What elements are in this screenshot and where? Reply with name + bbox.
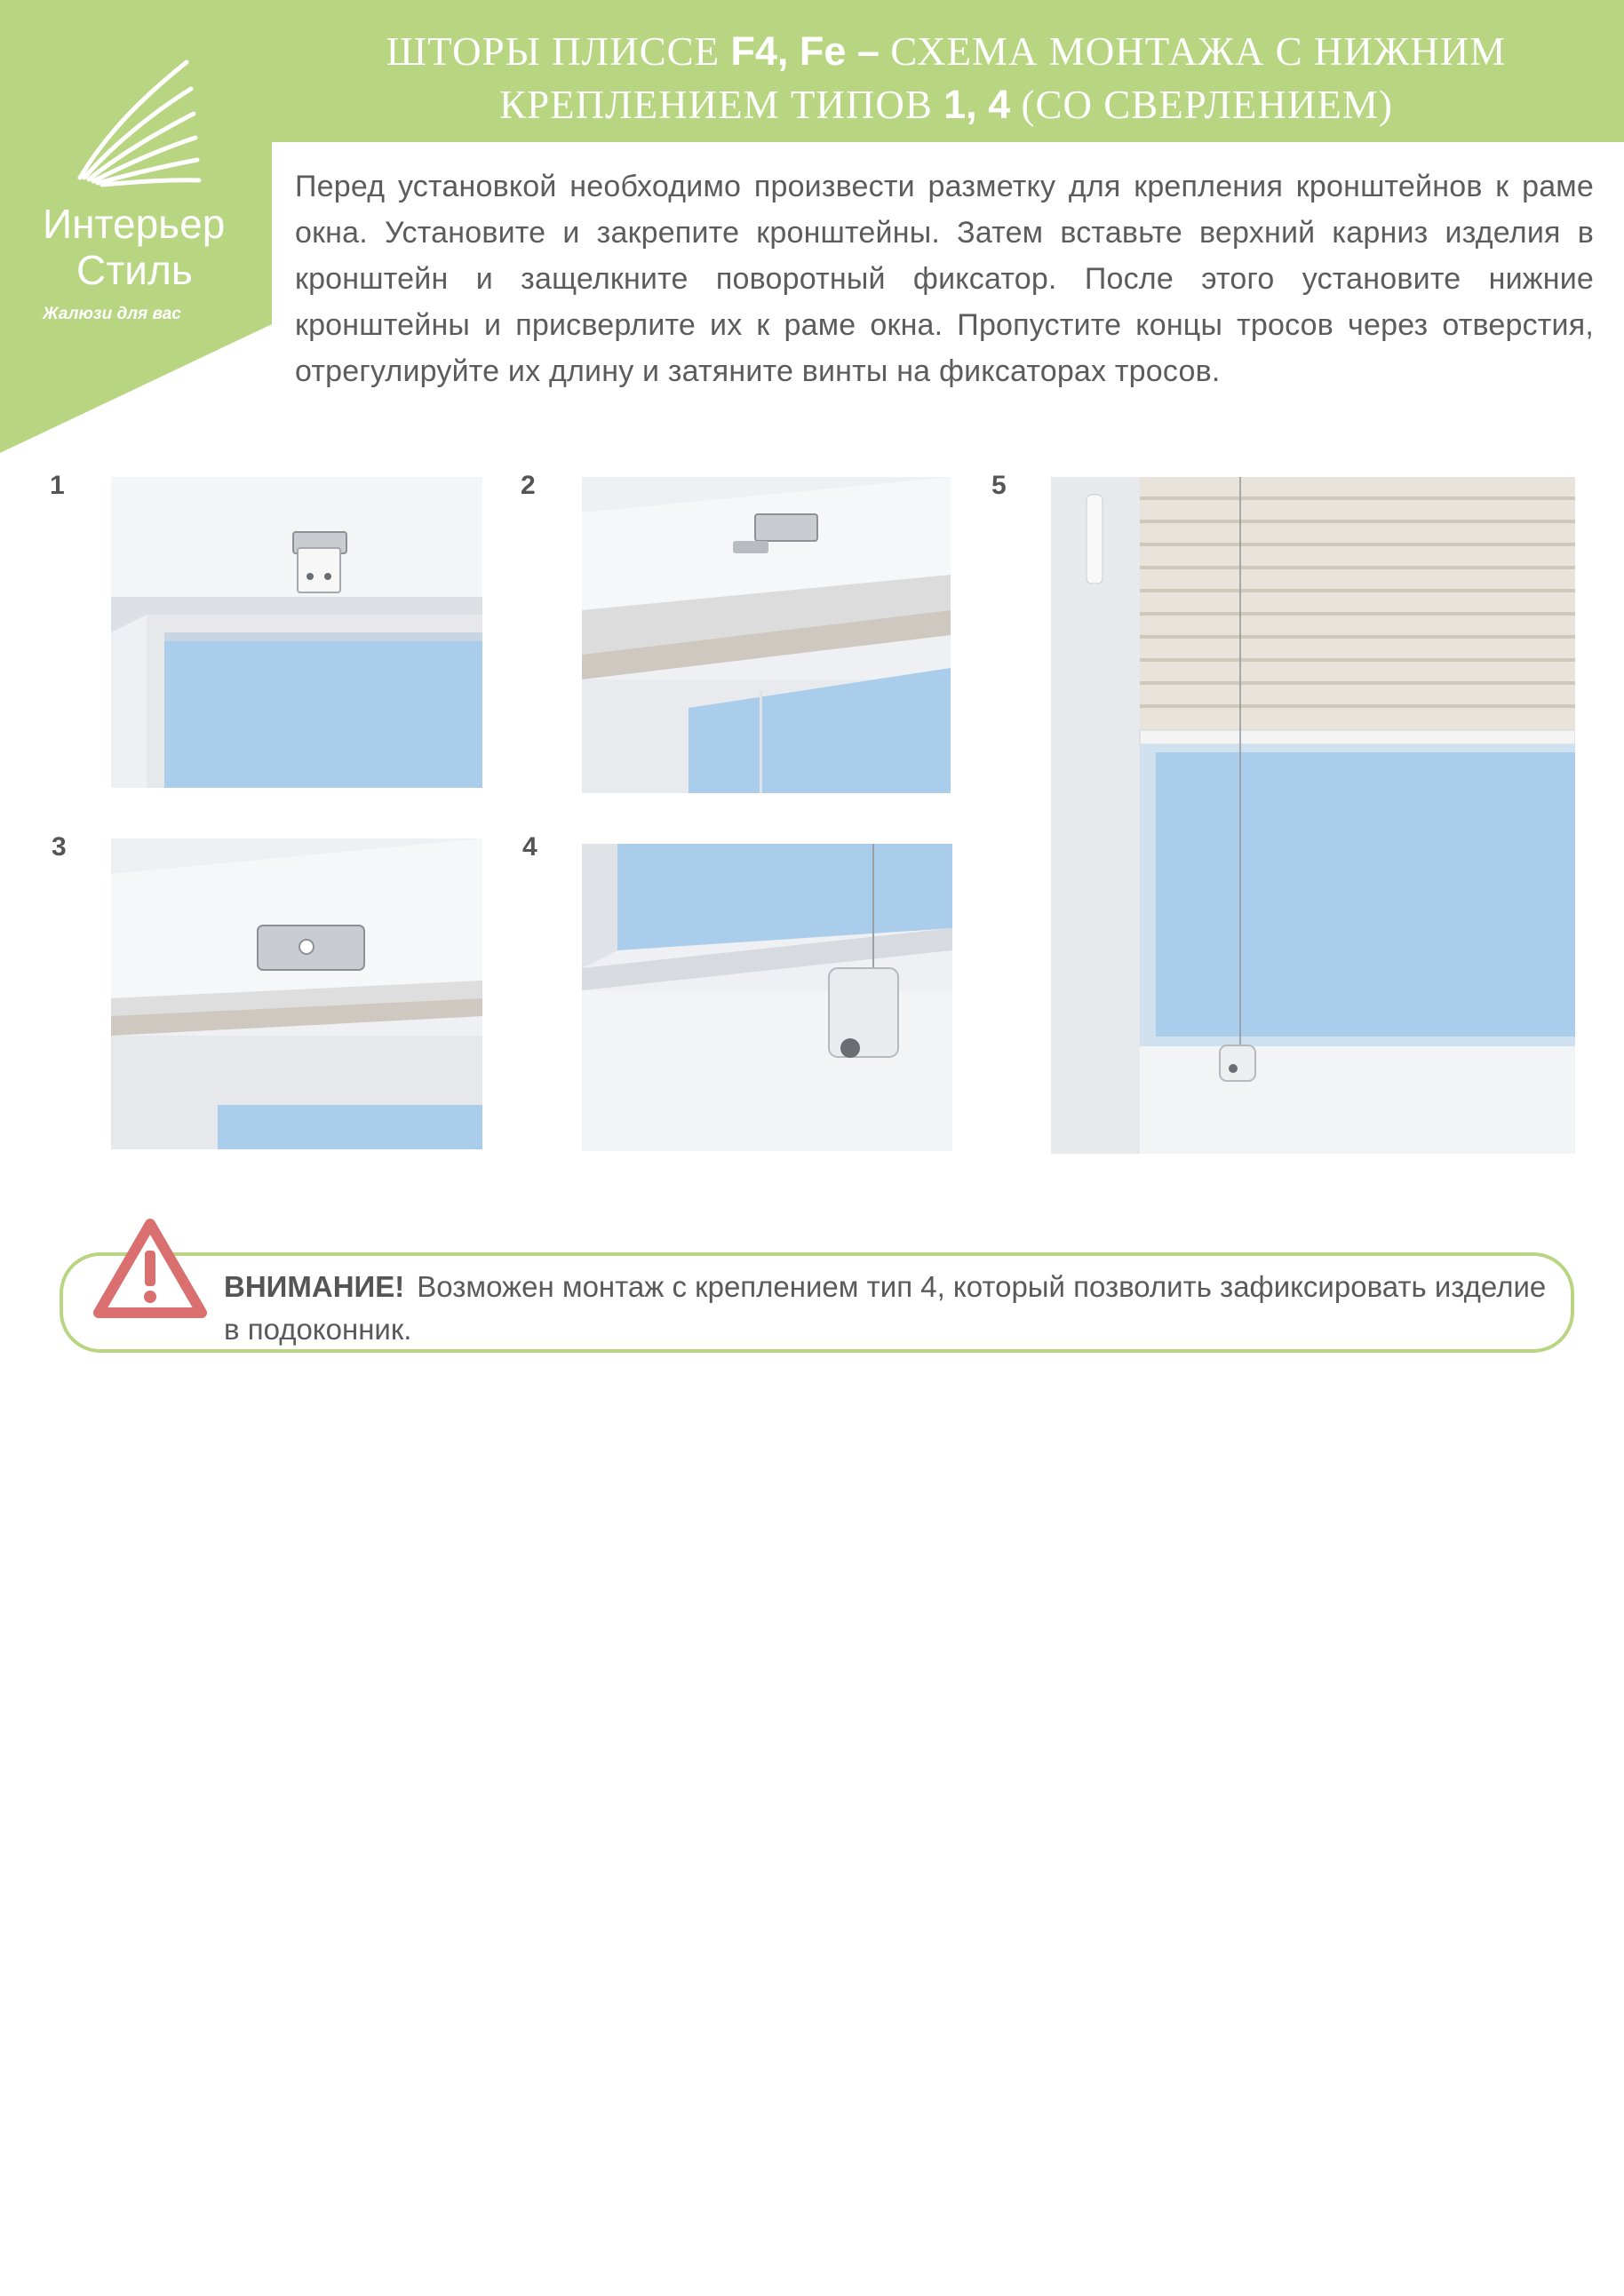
warning-triangle-icon <box>92 1217 209 1322</box>
installed-blind-photo <box>1051 477 1575 1154</box>
page-title: ШТОРЫ ПЛИССЕ F4, Fe – СХЕМА МОНТАЖА С НИЖНИМ КРЕПЛЕНИЕМ ТИПОВ 1, 4 (СО СВЕРЛЕНИЕМ) <box>386 28 1507 127</box>
warning-message: Возможен монтаж с креплением тип 4, который позволить зафиксировать изделие в подоконник. <box>224 1270 1547 1346</box>
bottom-bracket-photo <box>582 844 952 1151</box>
bracket-top-photo <box>111 477 482 788</box>
step-number-1: 1 <box>50 471 65 500</box>
logo-line2: Стиль <box>76 247 193 293</box>
step-number-4: 4 <box>522 832 537 862</box>
logo-tagline: Жалюзи для вас <box>43 305 181 323</box>
intro-paragraph: Перед установкой необходимо произвести разметку для крепления кронштейнов к раме окна. Установите и закрепите кронштейны. Затем вставьте верхний карниз изделия в кронштейн и защелкните поворотный фиксатор. После этого установите нижние кронштейны и присверлите их к раме окна. Пропустите концы тросов через отверстия, отрегулируйте их длину и затяните винты на фиксаторах тросов. <box>295 170 1594 388</box>
step-number-2: 2 <box>521 471 536 500</box>
step-number-5: 5 <box>991 471 1007 500</box>
warning-label: ВНИМАНИЕ! <box>224 1270 405 1303</box>
pleated-fabric <box>1140 477 1575 735</box>
logo-line1: Интерьер <box>43 201 226 247</box>
warning-text <box>224 1266 1548 1351</box>
latch-lock-photo <box>111 838 482 1149</box>
step-number-3: 3 <box>52 832 67 862</box>
cornice-mount-photo <box>582 477 951 793</box>
